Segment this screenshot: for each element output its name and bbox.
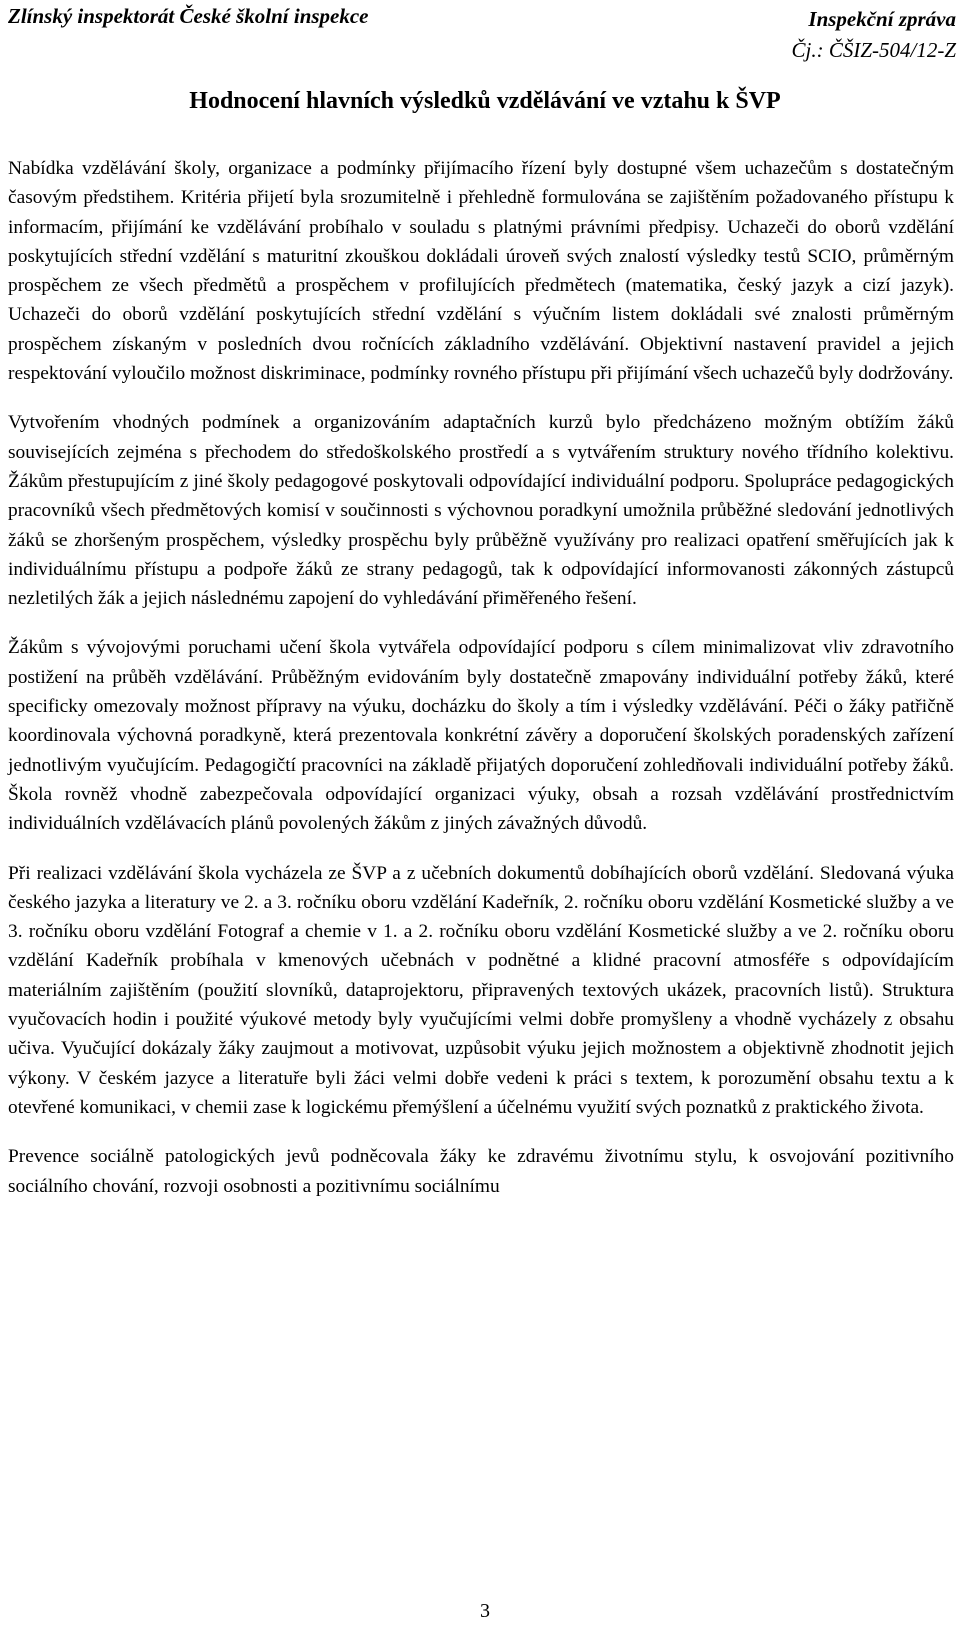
report-info xyxy=(791,4,956,66)
reference-number: Čj.: ČŠIZ-504/12-Z xyxy=(791,38,956,62)
paragraph-teaching: Při realizaci vzdělávání škola vycházela ze ŠVP a z učebních dokumentů dobíhajících oborů vzdělání. Sledovaná výuka českého jazyka a literatury ve 2. a 3. ročníku oboru vzdělání Kadeřník, 2. ročníku oboru vzdělání Kosmetické služby a ve 3. ročníku oboru vzdělání Fotograf a chemie v 1. a 2. ročníku oboru vzdělání Kosmetické služby a ve 2. ročníku oboru vzdělání Kadeřník probíhala v kmenových učebnách v podnětné a klidné pracovní atmosféře s odpovídajícím materiálním zajištěním (použití slovníků, dataprojektoru, připravených textových ukázek, pracovních listů). Struktura vyučovacích hodin i použité výukové metody byly vyučujícími velmi dobře promyšleny a vhodně vycházely z obsahu učiva. Vyučující dokázaly žáky zaujmout a motivovat, uzpůsobit výuku jejich možnostem a objektivně zhodnotit jejich výkony. V českém jazyce a literatuře byli žáci velmi dobře vedeni k práci s textem, k porozumění obsahu textu a k otevřené komunikaci, v chemii zase k logickému přemýšlení a účelnému využití svých poznatků z praktického života. xyxy=(8,862,954,1118)
page-number: 3 xyxy=(480,1600,490,1622)
paragraph-admission: Nabídka vzdělávání školy, organizace a podmínky přijímacího řízení byly dostupné všem uchazečům s dostatečným časovým předstihem. Kritéria přijetí byla srozumitelně i přehledně formulována se zajištěním požadovaného přístupu k informacím, přijímání ke vzdělávání probíhalo v souladu s platnými právními předpisy. Uchazeči do oborů vzdělání poskytujících střední vzdělání s maturitní zkouškou dokládali úroveň svých znalostí výsledky testů SCIO, průměrným prospěchem ze všech předmětů a prospěchem v profilujících předmětech (matematika, český jazyk a cizí jazyk). Uchazeči do oborů vzdělání poskytujících střední vzdělání s výučním listem dokládali své znalosti průměrným prospěchem získaným v posledních dvou ročnících základního vzdělávání. Objektivní nastavení pravidel a jejich respektování vyloučilo možnost diskriminace, podmínky rovného přístupu při přijímání všech uchazečů byly dodržovány. xyxy=(8,158,954,385)
body-text xyxy=(8,154,954,1221)
paragraph-adaptation: Vytvořením vhodných podmínek a organizováním adaptačních kurzů bylo předcházeno možným obtížím žáků souvisejících zejména s přechodem do středoškolského prostředí a s vytvářením struktury nového třídního kolektivu. Žákům přestupujícím z jiné školy pedagogové poskytovali odpovídající individuální podporu. Spolupráce pedagogických pracovníků všech předmětových komisí v součinnosti s výchovnou poradkyní umožnila průběžné sledování jednotlivých žáků se zhoršeným prospěchem, výsledky prospěchu byly průběžně využívány pro realizaci opatření směřujících jak k individuálnímu přístupu a podpoře žáků ze strany pedagogů, tak k odpovídající informovanosti zákonných zástupců nezletilých žák a jejich následnému zapojení do vyhledávání přiměřeného řešení. xyxy=(8,412,954,610)
paragraph-prevention: Prevence sociálně patologických jevů podněcovala žáky ke zdravému životnímu stylu, k osvojování pozitivního sociálního chování, rozvoji osobnosti a pozitivnímu sociálnímu xyxy=(8,1146,954,1197)
page-header xyxy=(8,4,956,64)
report-type: Inspekční zpráva xyxy=(808,7,956,31)
paragraph-learning-disorders: Žákům s vývojovými poruchami učení škola vytvářela odpovídající podporu s cílem minimalizovat vliv zdravotního postižení na průběh vzdělávání. Průběžným evidováním byly dostatečně zmapovány individuální potřeby žáků, které specificky omezovaly možnost přípravy na výuku, docházku do školy a tím i výsledky vzdělávání. Péči o žáky patřičně koordinovala výchovná poradkyně, která prezentovala konkrétní závěry a doporučení školských poradenských zařízení jednotlivým vyučujícím. Pedagogičtí pracovníci na základě přijatých doporučení zohledňovali individuální potřeby žáků. Škola rovněž vhodně zabezpečovala odpovídající organizaci výuky, obsah a rozsah vzdělávání prostřednictvím individuálních vzdělávacích plánů povolených žákům z jiných závažných důvodů. xyxy=(8,637,954,835)
section-title: Hodnocení hlavních výsledků vzdělávání ve vztahu k ŠVP xyxy=(189,88,781,114)
institution-name: Zlínský inspektorát České školní inspekce xyxy=(8,4,369,28)
